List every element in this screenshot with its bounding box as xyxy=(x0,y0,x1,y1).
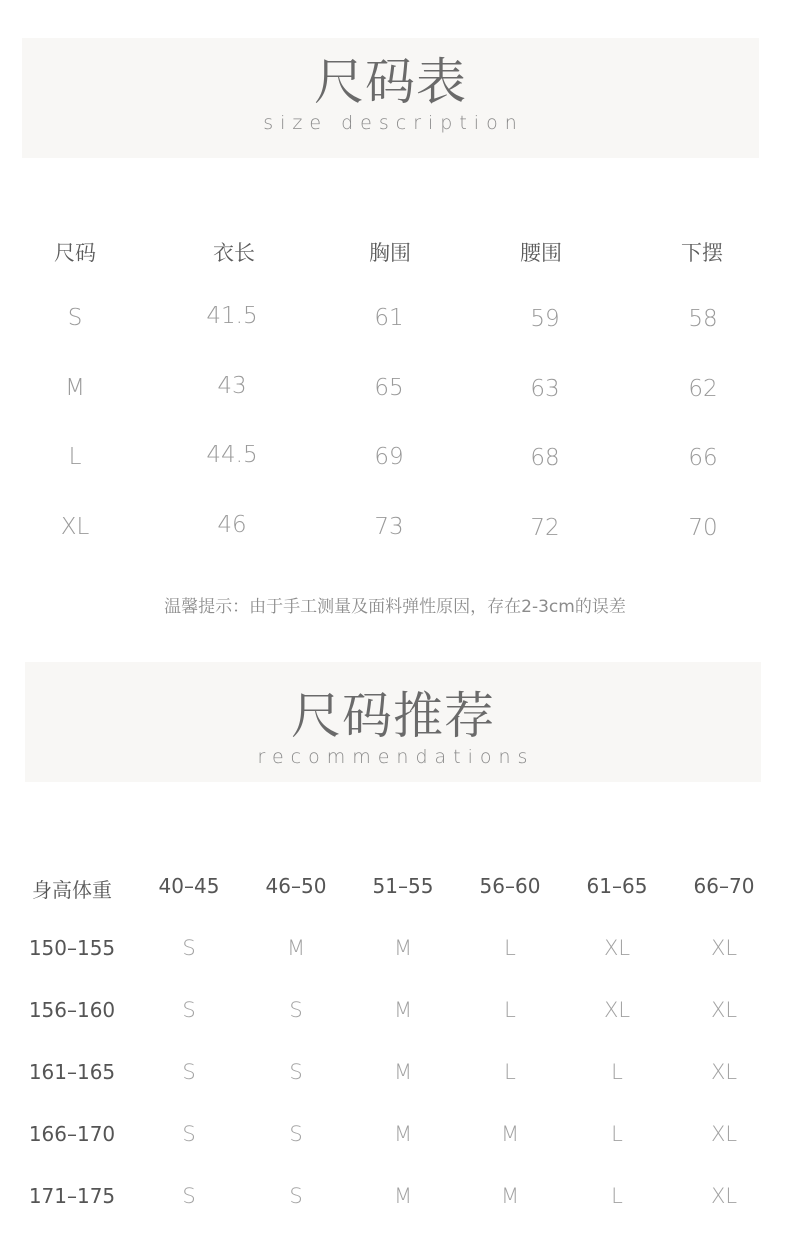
chest-cell: 69 xyxy=(374,444,404,470)
weight-header: 66–70 xyxy=(693,874,755,898)
waist-cell: 72 xyxy=(530,515,560,541)
rec-size-cell: XL xyxy=(710,1122,738,1146)
hem-cell: 70 xyxy=(688,515,718,541)
rec-size-cell: S xyxy=(182,1060,196,1084)
size-chart-subtitle: size description xyxy=(263,112,524,134)
rec-size-cell: XL xyxy=(603,998,631,1022)
rec-size-cell: XL xyxy=(710,936,738,960)
height-label: 161–165 xyxy=(28,1060,116,1084)
size-chart-title: 尺码表 xyxy=(314,53,467,111)
rec-size-cell: M xyxy=(286,936,306,960)
rec-size-cell: XL xyxy=(710,998,738,1022)
rec-size-cell: L xyxy=(611,1184,623,1208)
waist-cell: 63 xyxy=(530,376,560,402)
length-cell: 41.5 xyxy=(206,303,258,329)
rec-size-cell: XL xyxy=(710,1060,738,1084)
weight-header: 56–60 xyxy=(479,874,541,898)
size-cell: S xyxy=(67,305,83,331)
recommendation-subtitle: recommendations xyxy=(257,746,535,768)
rec-size-cell: L xyxy=(504,1060,516,1084)
rec-size-cell: L xyxy=(611,1060,623,1084)
height-label: 150–155 xyxy=(28,936,116,960)
size-cell: M xyxy=(65,375,85,401)
height-label: 166–170 xyxy=(28,1122,116,1146)
size-cell: XL xyxy=(60,514,90,540)
size-table-header: 尺码 xyxy=(54,241,96,265)
length-cell: 46 xyxy=(217,512,247,538)
recommendation-banner xyxy=(25,662,761,782)
rec-size-cell: L xyxy=(504,998,516,1022)
rec-size-cell: M xyxy=(393,1122,413,1146)
size-table-header: 腰围 xyxy=(520,241,562,265)
weight-header: 61–65 xyxy=(586,874,648,898)
rec-size-cell: M xyxy=(393,1184,413,1208)
weight-header: 40–45 xyxy=(158,874,220,898)
rec-size-cell: M xyxy=(393,998,413,1022)
chest-cell: 73 xyxy=(374,514,404,540)
rec-size-cell: L xyxy=(504,936,516,960)
rec-size-cell: S xyxy=(182,1122,196,1146)
rec-size-cell: S xyxy=(289,1060,303,1084)
rec-size-cell: L xyxy=(611,1122,623,1146)
rec-size-cell: S xyxy=(289,1184,303,1208)
waist-cell: 68 xyxy=(530,445,560,471)
height-label: 156–160 xyxy=(28,998,116,1022)
measurement-note: 温馨提示：由于手工测量及面料弹性原因，存在2-3cm的误差 xyxy=(164,597,626,617)
size-table-header: 胸围 xyxy=(369,241,411,265)
weight-header: 46–50 xyxy=(265,874,327,898)
length-cell: 44.5 xyxy=(206,442,258,468)
size-cell: L xyxy=(68,444,82,470)
rec-size-cell: M xyxy=(500,1184,520,1208)
height-label: 171–175 xyxy=(28,1184,116,1208)
recommendation-title: 尺码推荐 xyxy=(291,687,495,745)
size-chart-banner xyxy=(22,38,759,158)
hem-cell: 58 xyxy=(688,306,718,332)
weight-header: 51–55 xyxy=(372,874,434,898)
rec-table-corner: 身高体重 xyxy=(32,878,112,902)
rec-size-cell: XL xyxy=(603,936,631,960)
waist-cell: 59 xyxy=(530,306,560,332)
rec-size-cell: S xyxy=(182,1184,196,1208)
rec-size-cell: S xyxy=(182,998,196,1022)
hem-cell: 62 xyxy=(688,376,718,402)
rec-size-cell: S xyxy=(182,936,196,960)
rec-size-cell: M xyxy=(393,936,413,960)
rec-size-cell: M xyxy=(500,1122,520,1146)
chest-cell: 61 xyxy=(374,305,404,331)
rec-size-cell: S xyxy=(289,1122,303,1146)
chest-cell: 65 xyxy=(374,375,404,401)
rec-size-cell: M xyxy=(393,1060,413,1084)
hem-cell: 66 xyxy=(688,445,718,471)
size-table-header: 下摆 xyxy=(681,241,723,265)
size-table-header: 衣长 xyxy=(213,241,255,265)
rec-size-cell: S xyxy=(289,998,303,1022)
length-cell: 43 xyxy=(217,373,247,399)
rec-size-cell: XL xyxy=(710,1184,738,1208)
